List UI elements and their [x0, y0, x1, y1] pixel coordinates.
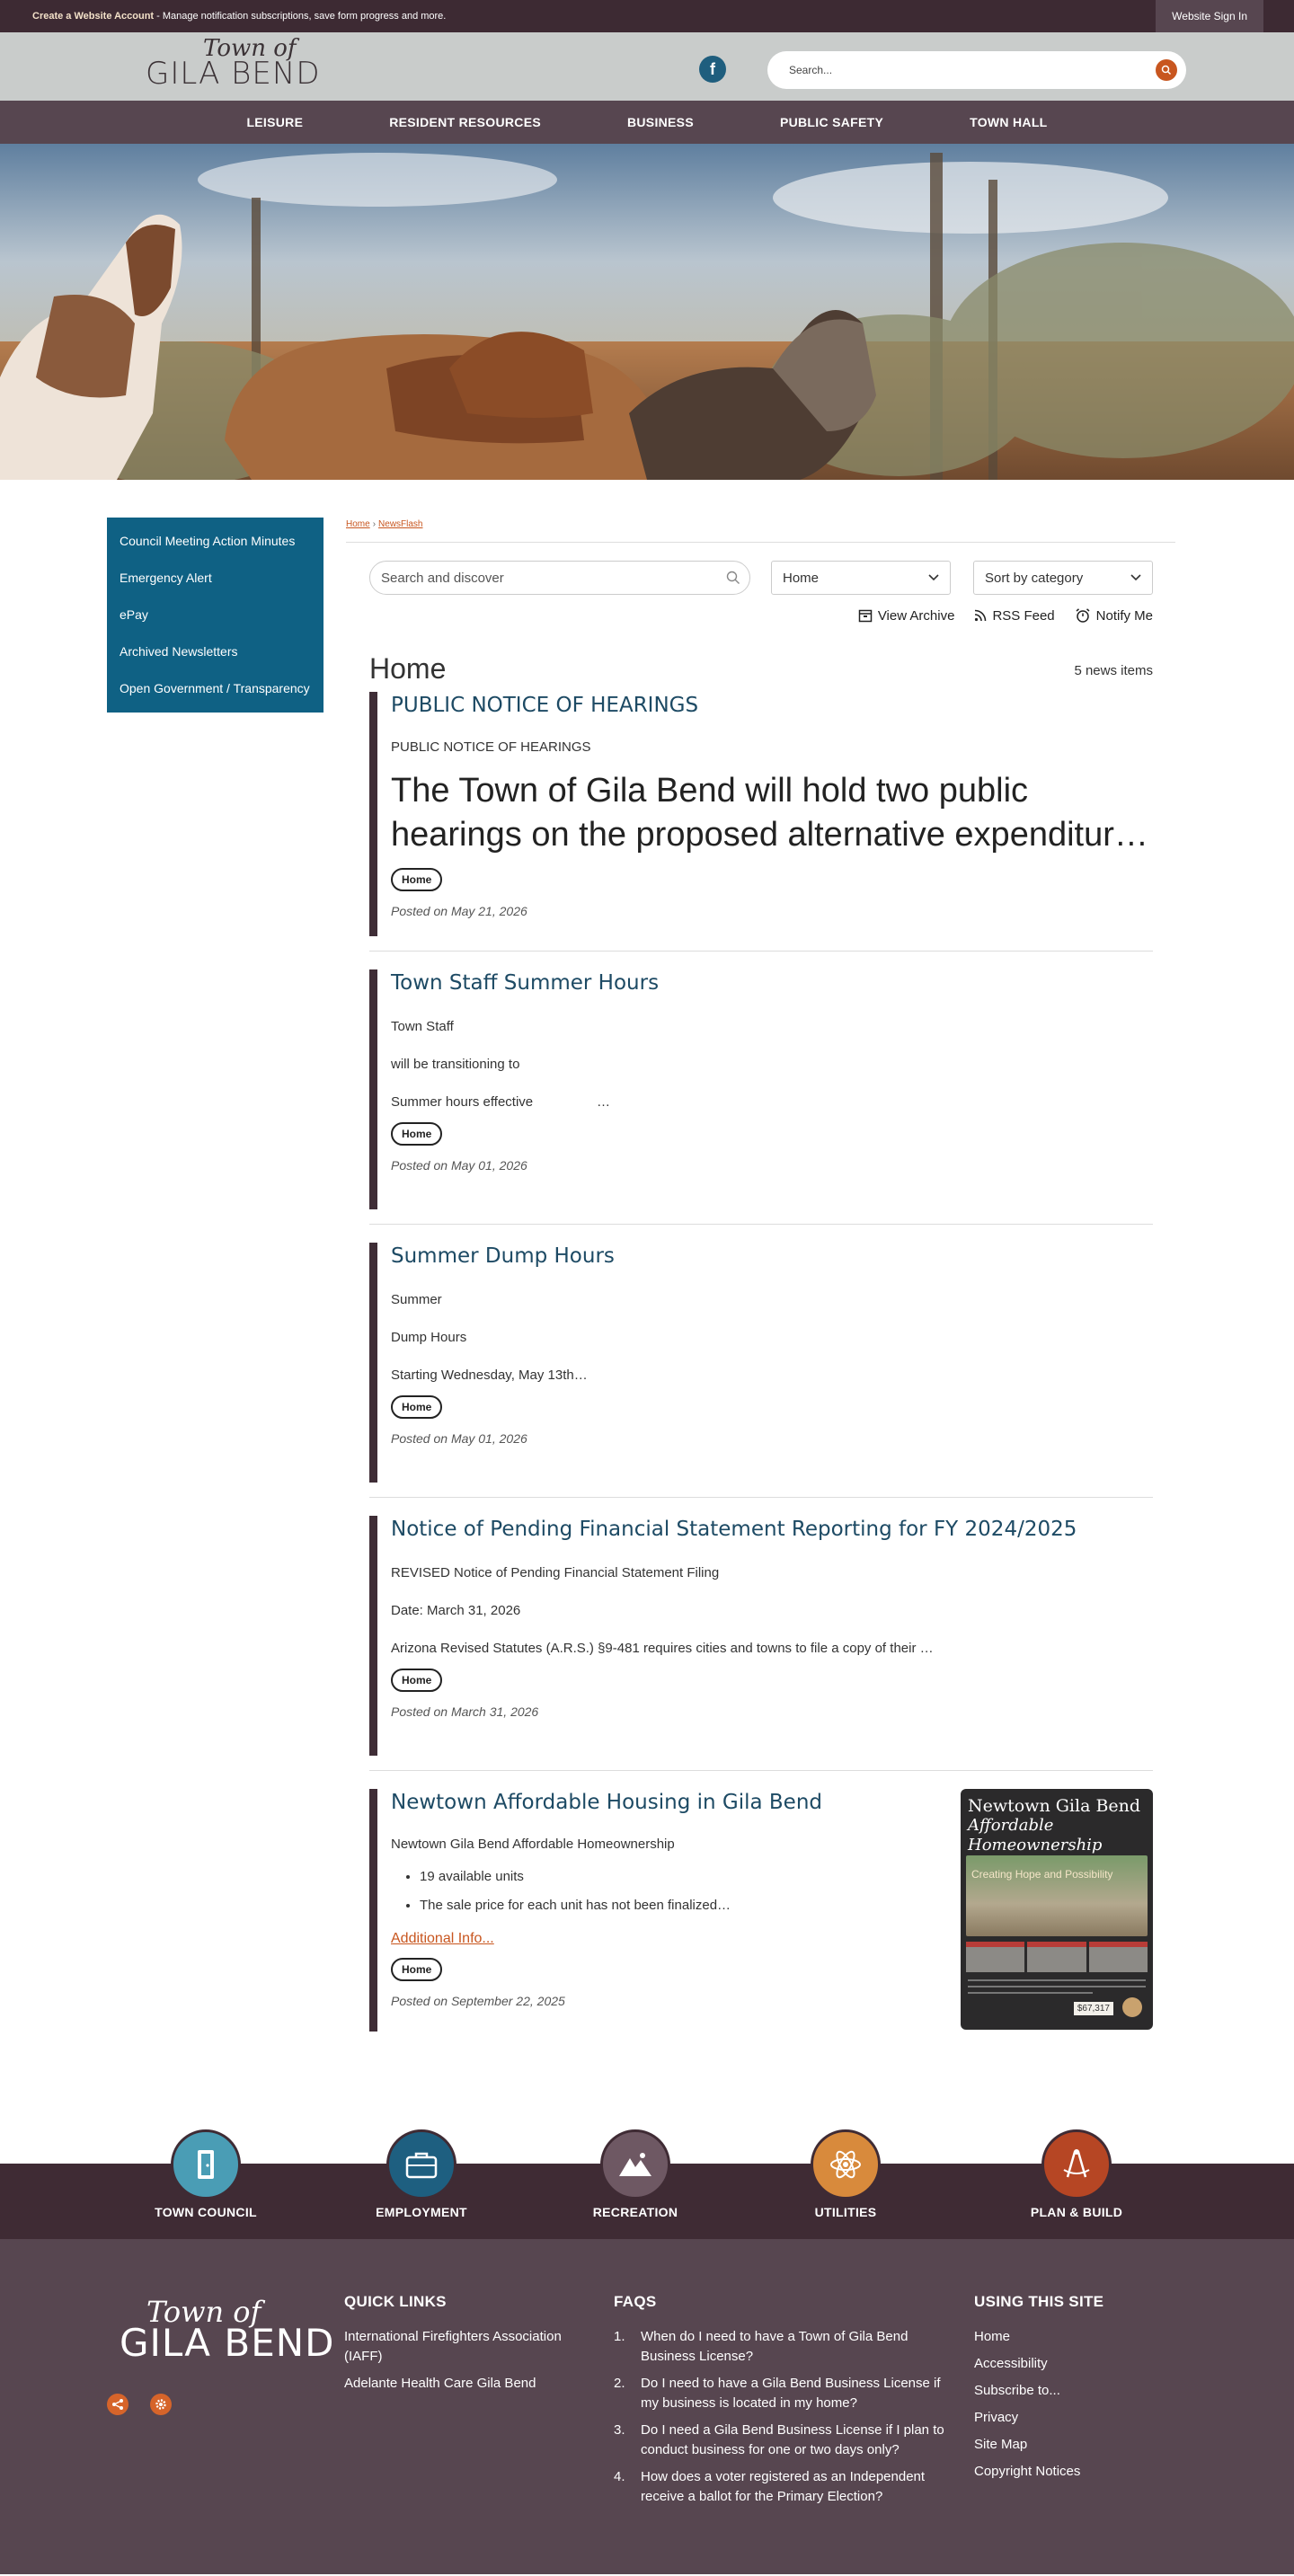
category-select-value: Home — [783, 570, 820, 586]
site-header — [0, 32, 1294, 101]
rss-feed-link[interactable] — [974, 607, 1054, 624]
site-logo[interactable] — [146, 35, 321, 92]
news-title[interactable]: Newtown Affordable Housing in Gila Bend — [391, 1791, 823, 1814]
news-title[interactable]: Summer Dump Hours — [391, 1244, 615, 1268]
gear-icon[interactable] — [150, 2394, 172, 2415]
faq-list — [614, 2327, 955, 2507]
footer-faqs-title: FAQS — [614, 2293, 657, 2310]
footer-link-privacy[interactable]: Privacy — [974, 2410, 1019, 2425]
sidebar-item-open-government[interactable]: Open Government / Transparency — [120, 681, 310, 695]
briefcase-icon — [386, 2129, 456, 2200]
news-posted-date: Posted on May 21, 2026 — [391, 904, 527, 918]
quick-link-recreation[interactable] — [536, 2129, 734, 2219]
additional-info-link[interactable]: Additional Info... — [391, 1931, 494, 1946]
view-archive-link[interactable] — [858, 607, 955, 624]
news-category-tag[interactable]: Home — [391, 868, 442, 891]
door-icon — [171, 2129, 241, 2200]
news-actions — [858, 607, 1153, 624]
faq-item[interactable] — [614, 2421, 955, 2460]
news-line: Starting Wednesday, May 13th… — [391, 1368, 588, 1383]
news-title[interactable]: PUBLIC NOTICE OF HEARINGS — [391, 694, 699, 717]
quick-link-utilities[interactable] — [747, 2129, 944, 2219]
news-item — [369, 969, 1153, 1225]
news-item — [369, 1243, 1153, 1498]
faq-number: 1. — [614, 2329, 625, 2344]
search-button[interactable] — [1156, 59, 1177, 81]
flyer-price: $67,317 — [1074, 2002, 1113, 2015]
news-filters — [346, 561, 1175, 642]
footer-link-home[interactable]: Home — [974, 2329, 1011, 2344]
breadcrumb-separator: › — [372, 519, 377, 529]
site-search — [767, 51, 1186, 89]
quick-link-label: EMPLOYMENT — [376, 2205, 467, 2219]
chevron-down-icon — [1130, 574, 1141, 581]
news-category-tag[interactable]: Home — [391, 1958, 442, 1981]
flyer-title: Newtown Gila Bend — [968, 1796, 1141, 1816]
quick-link-label: UTILITIES — [814, 2205, 877, 2219]
category-title: Home — [369, 652, 447, 685]
create-account-description: - Manage notification subscriptions, save form progress and more. — [154, 11, 447, 22]
news-line: REVISED Notice of Pending Financial Statement Filing — [391, 1565, 720, 1580]
website-sign-in-button[interactable]: Website Sign In — [1156, 0, 1263, 32]
sidebar-item-emergency-alert[interactable]: Emergency Alert — [120, 571, 212, 585]
faq-item[interactable] — [614, 2327, 955, 2367]
news-category-tag[interactable]: Home — [391, 1122, 442, 1146]
quick-link-plan-build[interactable] — [978, 2129, 1175, 2219]
footer-link-accessibility[interactable]: Accessibility — [974, 2356, 1048, 2371]
news-posted-date: Posted on May 01, 2026 — [391, 1431, 527, 1446]
list-item: • 19 available units — [420, 1863, 1153, 1891]
faq-number: 4. — [614, 2469, 625, 2484]
list-item: • The sale price for each unit has not been finalized… — [420, 1891, 1153, 1920]
nav-business[interactable]: BUSINESS — [626, 115, 694, 129]
nav-public-safety[interactable]: PUBLIC SAFETY — [779, 115, 884, 129]
footer-logo[interactable] — [120, 2295, 335, 2365]
nav-resident-resources[interactable]: RESIDENT RESOURCES — [389, 115, 541, 129]
breadcrumb — [346, 519, 1175, 543]
news-item — [369, 1516, 1153, 1771]
news-item-bar — [369, 1243, 377, 1483]
flyer-house-photos — [966, 1942, 1148, 1972]
news-search-input[interactable] — [381, 571, 713, 586]
news-line: Arizona Revised Statutes (A.R.S.) §9-481 requires cities and towns to file a copy of their … — [391, 1641, 934, 1656]
footer-social — [107, 2394, 172, 2415]
quick-link-label: TOWN COUNCIL — [155, 2205, 257, 2219]
news-list-header — [346, 645, 1175, 692]
news-line: Dump Hours — [391, 1330, 467, 1345]
create-account-link[interactable]: Create a Website Account — [32, 11, 155, 22]
main-content — [346, 519, 1175, 2049]
main-nav — [0, 101, 1294, 144]
news-item-bar — [369, 692, 377, 936]
compass-icon — [1041, 2129, 1112, 2200]
footer-link-subscribe[interactable]: Subscribe to... — [974, 2383, 1060, 2398]
news-item — [369, 1789, 1153, 2049]
news-line: Town Staff — [391, 1019, 454, 1034]
faq-number: 2. — [614, 2376, 625, 2391]
news-title[interactable]: Notice of Pending Financial Statement Reporting for FY 2024/2025 — [391, 1518, 1077, 1541]
news-line: Summer hours effective … — [391, 1094, 610, 1110]
faq-item[interactable] — [614, 2467, 955, 2507]
news-item-bar — [369, 1789, 377, 2032]
category-select[interactable] — [771, 561, 951, 595]
hero-image — [0, 144, 1294, 480]
footer-using-title: USING THIS SITE — [974, 2293, 1104, 2310]
footer-link-iaff[interactable]: International Firefighters Association (IAFF) — [344, 2329, 562, 2364]
search-icon[interactable] — [726, 571, 740, 585]
news-posted-date: Posted on September 22, 2025 — [391, 1994, 565, 2008]
footer-link-adelante[interactable]: Adelante Health Care Gila Bend — [344, 2376, 536, 2391]
logo-name: GILA BEND — [146, 56, 321, 92]
notify-me-link[interactable] — [1075, 607, 1153, 624]
flyer-subtitle: Affordable Homeownership — [968, 1816, 1103, 1855]
flyer-photo — [966, 1855, 1148, 1936]
quick-link-label: RECREATION — [592, 2205, 678, 2219]
quick-link-employment[interactable] — [323, 2129, 520, 2219]
faq-text: Do I need a Gila Bend Business License if I plan to conduct business for one or two days only? — [641, 2422, 944, 2457]
news-line: Date: March 31, 2026 — [391, 1603, 521, 1618]
sidebar-item-epay[interactable]: ePay — [120, 607, 148, 622]
view-archive-label: View Archive — [877, 607, 955, 624]
sort-select[interactable] — [973, 561, 1153, 595]
faq-text: When do I need to have a Town of Gila Bend Business License? — [641, 2329, 908, 2364]
news-summary: The Town of Gila Bend will hold two public hearings on the proposed alternative expenditur… — [391, 772, 1148, 854]
news-title[interactable]: Town Staff Summer Hours — [391, 971, 660, 995]
flyer-caption: Creating Hope and Possibility — [971, 1868, 1113, 1881]
footer-logo-name: GILA BEND — [120, 2321, 335, 2365]
share-icon[interactable] — [107, 2394, 129, 2415]
atom-icon — [811, 2129, 881, 2200]
footer-quick-links-title: QUICK LINKS — [344, 2293, 447, 2310]
nav-town-hall[interactable]: TOWN HALL — [970, 115, 1048, 129]
sidebar-nav — [107, 518, 324, 713]
rss-icon — [974, 609, 987, 622]
footer-logo-town-of: Town of — [146, 2295, 261, 2329]
alarm-icon — [1075, 607, 1091, 624]
notify-me-label: Notify Me — [1095, 607, 1153, 624]
news-category-tag[interactable]: Home — [391, 1669, 442, 1692]
facebook-icon[interactable]: f — [699, 56, 726, 83]
news-posted-date: Posted on May 01, 2026 — [391, 1158, 527, 1173]
account-bar-text — [32, 11, 446, 22]
faq-number: 3. — [614, 2422, 625, 2438]
news-category-tag[interactable]: Home — [391, 1395, 442, 1419]
news-count: 5 news items — [1074, 663, 1153, 678]
chevron-down-icon — [928, 574, 939, 581]
news-item-bar — [369, 1516, 377, 1756]
news-lead: PUBLIC NOTICE OF HEARINGS — [391, 739, 591, 755]
news-item-bar — [369, 969, 377, 1209]
footer-link-copyright[interactable]: Copyright Notices — [974, 2464, 1081, 2479]
nav-leisure[interactable]: LEISURE — [246, 115, 304, 129]
faq-text: How does a voter registered as an Independent receive a ballot for the Primary Election? — [641, 2469, 926, 2504]
search-icon — [1161, 65, 1172, 75]
faq-text: Do I need to have a Gila Bend Business License if my business is located in my home? — [641, 2376, 941, 2411]
news-lead: Newtown Gila Bend Affordable Homeownership — [391, 1837, 675, 1852]
flyer-text-lines — [968, 1979, 1146, 1998]
logo-town-of: Town of — [203, 35, 297, 62]
footer-faqs — [614, 2293, 955, 2514]
archive-icon — [858, 608, 873, 623]
footer-using-this-site — [974, 2293, 1172, 2489]
footer-quick-links — [344, 2293, 578, 2401]
news-line: will be transitioning to — [391, 1057, 520, 1072]
quick-links-band — [0, 2164, 1294, 2239]
news-posted-date: Posted on March 31, 2026 — [391, 1704, 539, 1719]
site-search-input[interactable] — [789, 64, 1130, 76]
news-line: Summer — [391, 1292, 442, 1307]
mountain-icon — [600, 2129, 670, 2200]
flyer-seal — [1122, 1997, 1142, 2017]
sidebar-item-council-minutes[interactable]: Council Meeting Action Minutes — [120, 534, 296, 548]
account-bar — [0, 0, 1294, 32]
sort-select-value: Sort by category — [985, 570, 1084, 586]
breadcrumb-home[interactable]: Home — [346, 519, 370, 529]
breadcrumb-newsflash[interactable]: NewsFlash — [378, 519, 423, 529]
horses-illustration — [0, 144, 1294, 480]
news-search — [369, 561, 750, 595]
footer-link-site-map[interactable]: Site Map — [974, 2437, 1028, 2452]
sidebar-item-archived-newsletters[interactable]: Archived Newsletters — [120, 644, 238, 659]
main-wrap — [0, 480, 1294, 2164]
faq-item[interactable] — [614, 2374, 955, 2413]
quick-link-town-council[interactable] — [107, 2129, 305, 2219]
site-footer — [0, 2239, 1294, 2574]
quick-link-label: PLAN & BUILD — [1030, 2205, 1123, 2219]
news-item — [369, 692, 1153, 952]
newtown-flyer-image[interactable] — [961, 1789, 1153, 2030]
rss-feed-label: RSS Feed — [992, 607, 1055, 624]
